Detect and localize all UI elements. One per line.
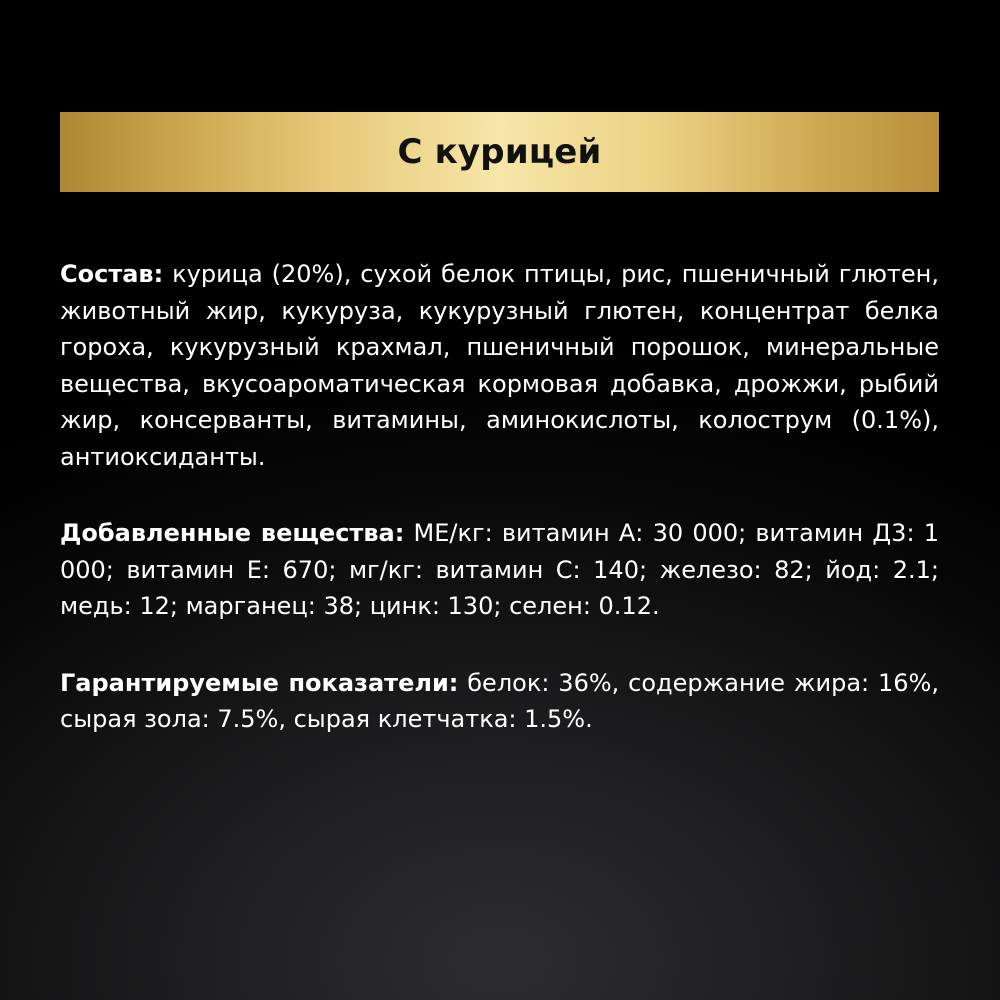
composition-text: курица (20%), сухой белок птицы, рис, пшеничный глютен, животный жир, кукуруза, кукурузный глютен, концентрат белка гороха, кукурузный крахмал, пшеничный порошок, минеральные вещества, вкусоароматическая кормовая добавка, дрожжи, рыбий жир, консерванты, витамины, аминокислоты, колострум (0.1%), антиоксиданты. — [60, 260, 939, 471]
guaranteed-analysis-paragraph — [60, 665, 939, 738]
additives-label: Добавленные вещества: — [60, 519, 405, 547]
additives-text: МЕ/кг: витамин А: 30 000; витамин Д3: 1 000; витамин Е: 670; мг/кг: витамин С: 140; железо: 82; йод: 2.1; медь: 12; марганец: 38; цинк: 130; селен: 0.12. — [60, 519, 940, 620]
guaranteed-analysis-text: белок: 36%, содержание жира: 16%, сырая зола: 7.5%, сырая клетчатка: 1.5%. — [60, 668, 939, 733]
content-area — [60, 256, 939, 738]
guaranteed-analysis-label: Гарантируемые показатели: — [60, 668, 459, 697]
additives-paragraph — [60, 515, 939, 625]
banner-title: С курицей — [397, 132, 602, 172]
composition-label: Состав: — [60, 260, 164, 288]
title-banner — [60, 112, 939, 192]
composition-paragraph — [60, 256, 939, 475]
